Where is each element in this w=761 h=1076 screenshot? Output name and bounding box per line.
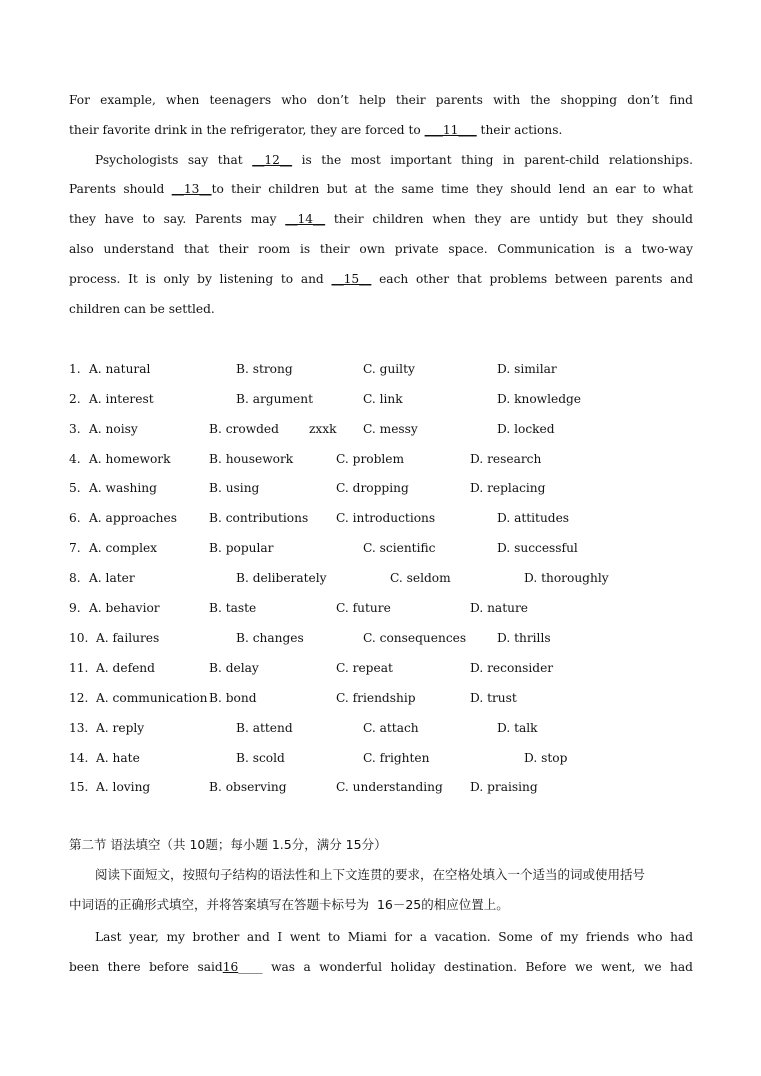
blank-12: __12__ bbox=[252, 153, 293, 167]
option-a: A. reply bbox=[96, 721, 145, 735]
option-b: B. crowded bbox=[209, 422, 279, 436]
option-c: C. messy bbox=[363, 422, 418, 436]
question-number: 12. bbox=[69, 691, 89, 705]
option-a: A. washing bbox=[89, 481, 157, 495]
passage-line-4 bbox=[69, 181, 693, 197]
option-d: D. trust bbox=[470, 691, 517, 705]
option-b: B. scold bbox=[236, 751, 285, 765]
blank-11: ___11___ bbox=[424, 123, 477, 137]
option-b: B. strong bbox=[236, 362, 293, 376]
option-c: C. scientific bbox=[363, 541, 436, 555]
text-segment: was a wonderful holiday destination. Before we went, we had bbox=[262, 960, 693, 974]
option-c: C. friendship bbox=[336, 691, 416, 705]
option-d: D. thoroughly bbox=[524, 571, 609, 585]
passage-line-5 bbox=[69, 211, 693, 227]
blank-15: __15__ bbox=[331, 272, 372, 286]
question-number: 13. bbox=[69, 721, 89, 735]
blank-16-underline: ____ bbox=[238, 960, 263, 974]
option-b: B. housework bbox=[209, 452, 294, 466]
option-b: B. changes bbox=[236, 631, 304, 645]
option-a: A. defend bbox=[96, 661, 155, 675]
option-d: D. knowledge bbox=[497, 392, 582, 406]
text-segment: they have to say. Parents may bbox=[69, 212, 286, 226]
option-a: A. homework bbox=[89, 452, 171, 466]
option-a: A. failures bbox=[96, 631, 160, 645]
question-number: 3. bbox=[69, 422, 81, 436]
option-d: D. thrills bbox=[497, 631, 551, 645]
text-segment: their children when they are untidy but they should bbox=[325, 212, 693, 226]
option-a: A. natural bbox=[89, 362, 151, 376]
text-segment: their actions. bbox=[476, 123, 563, 137]
blank-14: __14__ bbox=[285, 212, 326, 226]
question-number: 15. bbox=[69, 780, 89, 794]
passage-line-1: For example, when teenagers who don’t help their parents with the shopping don’t find bbox=[69, 93, 693, 107]
option-d: D. nature bbox=[470, 601, 528, 615]
text-segment: each other that problems between parents and bbox=[371, 272, 693, 286]
option-d: D. replacing bbox=[470, 481, 546, 495]
option-c: C. understanding bbox=[336, 780, 443, 794]
option-d: D. successful bbox=[497, 541, 578, 555]
option-c: C. guilty bbox=[363, 362, 415, 376]
passage-line-6: also understand that their room is their own private space. Communication is a two-way bbox=[69, 242, 693, 256]
option-a: A. hate bbox=[96, 751, 140, 765]
option-a: A. complex bbox=[89, 541, 158, 555]
option-d: D. research bbox=[470, 452, 542, 466]
option-a: A. approaches bbox=[89, 511, 177, 525]
text-segment: their favorite drink in the refrigerator, they are forced to bbox=[69, 123, 425, 137]
option-d: D. attitudes bbox=[497, 511, 570, 525]
question-number: 5. bbox=[69, 481, 81, 495]
blank-16: 16 bbox=[222, 960, 239, 974]
option-b: B. attend bbox=[236, 721, 293, 735]
option-b: B. observing bbox=[209, 780, 287, 794]
option-c: C. attach bbox=[363, 721, 419, 735]
question-number: 14. bbox=[69, 751, 89, 765]
passage-line-2 bbox=[69, 122, 562, 138]
instruction-line-1: 阅读下面短文，按照句子结构的语法性和上下文连贯的要求，在空格处填入一个适当的词或使用括号 bbox=[95, 867, 646, 882]
option-b: B. deliberately bbox=[236, 571, 327, 585]
option-c: C. problem bbox=[336, 452, 405, 466]
option-b: B. bond bbox=[209, 691, 257, 705]
option-a: A. behavior bbox=[89, 601, 160, 615]
question-number: 11. bbox=[69, 661, 89, 675]
blank-13: __13__ bbox=[171, 182, 212, 196]
option-a: A. interest bbox=[89, 392, 154, 406]
option-b: B. delay bbox=[209, 661, 259, 675]
option-c: C. future bbox=[336, 601, 391, 615]
passage-line-8: children can be settled. bbox=[69, 302, 215, 316]
option-d: D. similar bbox=[497, 362, 557, 376]
option-b: B. taste bbox=[209, 601, 257, 615]
option-c: C. introductions bbox=[336, 511, 436, 525]
option-c: C. dropping bbox=[336, 481, 409, 495]
instruction-line-2: 中词语的正确形式填空，并将答案填写在答题卡标号为 16－25的相应位置上。 bbox=[69, 897, 509, 912]
option-d: D. locked bbox=[497, 422, 555, 436]
question-number: 6. bbox=[69, 511, 81, 525]
text-segment: process. It is only by listening to and bbox=[69, 272, 332, 286]
option-d: D. stop bbox=[524, 751, 568, 765]
grammar-text-line-1: Last year, my brother and I went to Miami for a vacation. Some of my friends who had bbox=[95, 930, 693, 944]
text-segment: been there before said bbox=[69, 960, 223, 974]
option-a: A. loving bbox=[96, 780, 151, 794]
option-d: D. reconsider bbox=[470, 661, 554, 675]
option-a: A. later bbox=[89, 571, 135, 585]
option-c: C. repeat bbox=[336, 661, 393, 675]
option-b: B. popular bbox=[209, 541, 274, 555]
option-b: B. using bbox=[209, 481, 260, 495]
option-c: C. link bbox=[363, 392, 403, 406]
option-a: A. communication bbox=[96, 691, 208, 705]
section-heading: 第二节 语法填空（共 10题；每小题 1.5分，满分 15分） bbox=[69, 837, 387, 852]
passage-line-7 bbox=[69, 271, 693, 287]
grammar-text-line-2 bbox=[69, 959, 693, 975]
text-segment: Parents should bbox=[69, 182, 172, 196]
text-segment: Psychologists say that bbox=[95, 153, 253, 167]
passage-line-3 bbox=[95, 152, 693, 168]
option-c: C. consequences bbox=[363, 631, 467, 645]
text-segment: is the most important thing in parent-child relationships. bbox=[292, 153, 693, 167]
option-c: C. frighten bbox=[363, 751, 430, 765]
watermark-text: zxxk bbox=[309, 422, 337, 436]
question-number: 2. bbox=[69, 392, 81, 406]
question-number: 10. bbox=[69, 631, 89, 645]
question-number: 4. bbox=[69, 452, 81, 466]
question-number: 1. bbox=[69, 362, 81, 376]
option-d: D. praising bbox=[470, 780, 538, 794]
option-a: A. noisy bbox=[89, 422, 138, 436]
question-number: 7. bbox=[69, 541, 81, 555]
option-d: D. talk bbox=[497, 721, 538, 735]
question-number: 9. bbox=[69, 601, 81, 615]
question-number: 8. bbox=[69, 571, 81, 585]
option-b: B. argument bbox=[236, 392, 313, 406]
text-segment: to their children but at the same time they should lend an ear to what bbox=[211, 182, 693, 196]
option-c: C. seldom bbox=[390, 571, 451, 585]
option-b: B. contributions bbox=[209, 511, 309, 525]
